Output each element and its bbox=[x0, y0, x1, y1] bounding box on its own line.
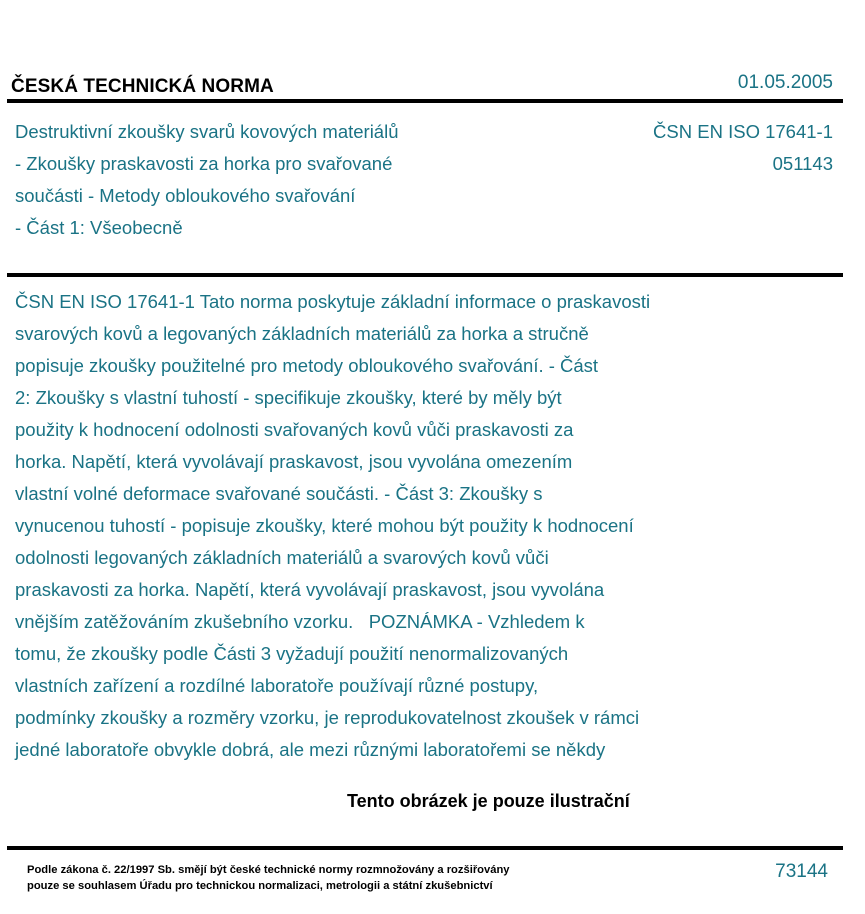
standard-identifiers bbox=[653, 116, 833, 180]
footer-divider bbox=[7, 846, 843, 850]
abstract-line: svarových kovů a legovaných základních materiálů za horka a stručně bbox=[15, 323, 589, 344]
abstract-line: horka. Napětí, která vyvolávají praskavost, jsou vyvolána omezením bbox=[15, 451, 573, 472]
abstract-line: vynucenou tuhostí - popisuje zkoušky, které mohou být použity k hodnocení bbox=[15, 515, 634, 536]
abstract-line: 2: Zkoušky s vlastní tuhostí - specifikuje zkoušky, které by měly být bbox=[15, 387, 562, 408]
footer-number: 73144 bbox=[775, 861, 828, 882]
document-heading: ČESKÁ TECHNICKÁ NORMA bbox=[11, 76, 274, 97]
abstract-line: ČSN EN ISO 17641-1 Tato norma poskytuje základní informace o praskavosti bbox=[15, 291, 651, 312]
title-line: součásti - Metody obloukového svařování bbox=[15, 185, 356, 206]
abstract-line: jedné laboratoře obvykle dobrá, ale mezi různými laboratořemi se někdy bbox=[15, 739, 606, 760]
abstract-line: vlastní volné deformace svařované součásti. - Část 3: Zkoušky s bbox=[15, 483, 543, 504]
section-divider bbox=[7, 273, 843, 277]
abstract-line: praskavosti za horka. Napětí, která vyvolávají praskavost, jsou vyvolána bbox=[15, 579, 605, 600]
standard-title bbox=[15, 116, 485, 244]
abstract-line: popisuje zkoušky použitelné pro metody obloukového svařování. - Část bbox=[15, 355, 599, 376]
abstract-line: podmínky zkoušky a rozměry vzorku, je reprodukovatelnost zkoušek v rámci bbox=[15, 707, 640, 728]
abstract-line: tomu, že zkoušky podle Části 3 vyžadují použití nenormalizovaných bbox=[15, 643, 569, 664]
class-number: 051143 bbox=[772, 153, 833, 174]
abstract-line: použity k hodnocení odolnosti svařovaných kovů vůči praskavosti za bbox=[15, 419, 574, 440]
illustration-note: Tento obrázek je pouze ilustrační bbox=[347, 791, 630, 811]
title-line: - Zkoušky praskavosti za horka pro svařované bbox=[15, 153, 393, 174]
abstract-text bbox=[15, 286, 775, 766]
abstract-line: odolnosti legovaných základních materiálů a svarových kovů vůči bbox=[15, 547, 549, 568]
abstract-line: vlastních zařízení a rozdílné laboratoře používají různé postupy, bbox=[15, 675, 539, 696]
title-line: Destruktivní zkoušky svarů kovových materiálů bbox=[15, 121, 399, 142]
header-divider bbox=[7, 99, 843, 103]
abstract-line: vnějším zatěžováním zkušebního vzorku. POZNÁMKA - Vzhledem k bbox=[15, 611, 585, 632]
title-line: - Část 1: Všeobecně bbox=[15, 217, 183, 238]
standard-code: ČSN EN ISO 17641-1 bbox=[653, 121, 833, 142]
publication-date: 01.05.2005 bbox=[737, 72, 833, 93]
legal-notice bbox=[27, 862, 510, 894]
legal-line: Podle zákona č. 22/1997 Sb. smějí být české technické normy rozmnožovány a rozšiřovány bbox=[27, 864, 510, 876]
legal-line: pouze se souhlasem Úřadu pro technickou normalizaci, metrologii a státní zkušebnictví bbox=[27, 880, 493, 892]
